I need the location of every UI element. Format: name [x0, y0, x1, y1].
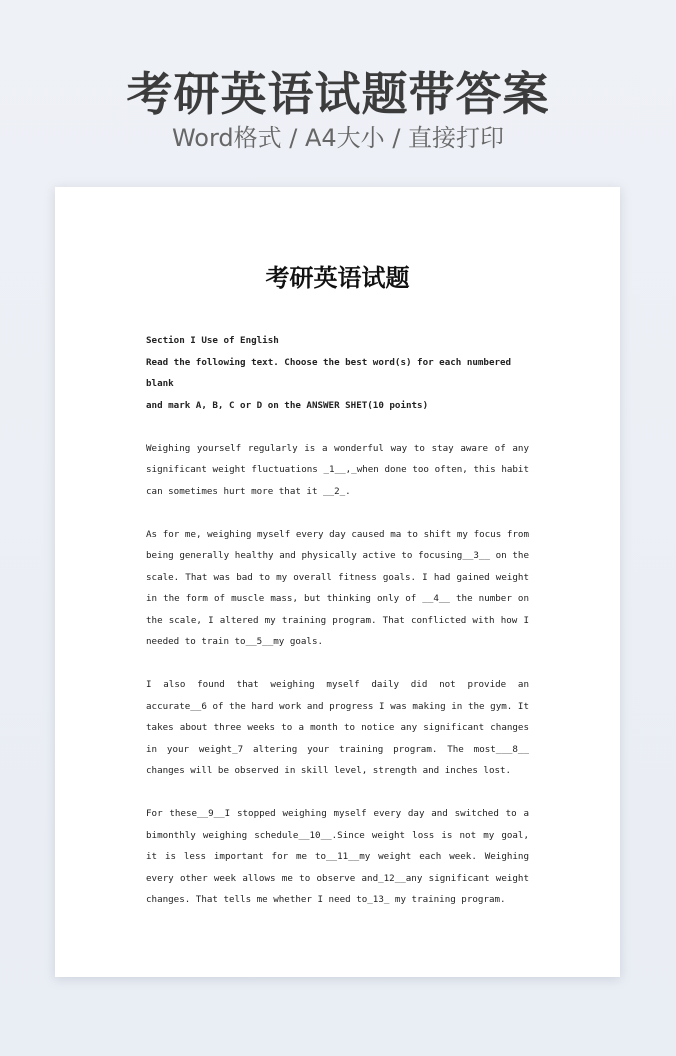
instruction-line-2: and mark A, B, C or D on the ANSWER SHET(10 points) — [146, 399, 429, 411]
instruction-line-1: Read the following text. Choose the best word(s) for each numbered blank — [146, 356, 512, 389]
paragraph-3: I also found that weighing myself daily did not provide an accurate__6 of the hard work and progress I was making in the gym. It takes about three weeks to a month to notice any significant changes in your weight_7 altering your training program. The most___8__ changes will be observed in skill level, strength and inches lost. — [146, 679, 529, 776]
paragraph-4: For these__9__I stopped weighing myself every day and switched to a bimonthly weighing schedule__10__.Since weight loss is not my goal, it is less important for me to__11__my weight each week. Weighing every other week allows me to observe and_12__any significant weight changes. That tells me whether I need to_13_ my training program. — [146, 808, 529, 905]
banner-subtitle: Word格式 / A4大小 / 直接打印 — [171, 124, 505, 152]
banner-title: 考研英语试题带答案 — [126, 67, 550, 121]
document-title: 考研英语试题 — [265, 263, 410, 292]
paragraph-2: As for me, weighing myself every day caused ma to shift my focus from being generally healthy and physically active to focusing__3__ on the scale. That was bad to my overall fitness goals. I had gained weight in the form of muscle mass, but thinking only of __4__ the number on the scale, I altered my training program. That conflicted with how I needed to train to__5__my goals. — [146, 528, 529, 647]
paragraph-1: Weighing yourself regularly is a wonderful way to stay aware of any significant weight fluctuations _1__,_when done too often, this habit can sometimes hurt more that it __2_. — [146, 442, 529, 497]
section-heading: Section I Use of English — [146, 335, 279, 346]
document-body — [146, 330, 529, 911]
